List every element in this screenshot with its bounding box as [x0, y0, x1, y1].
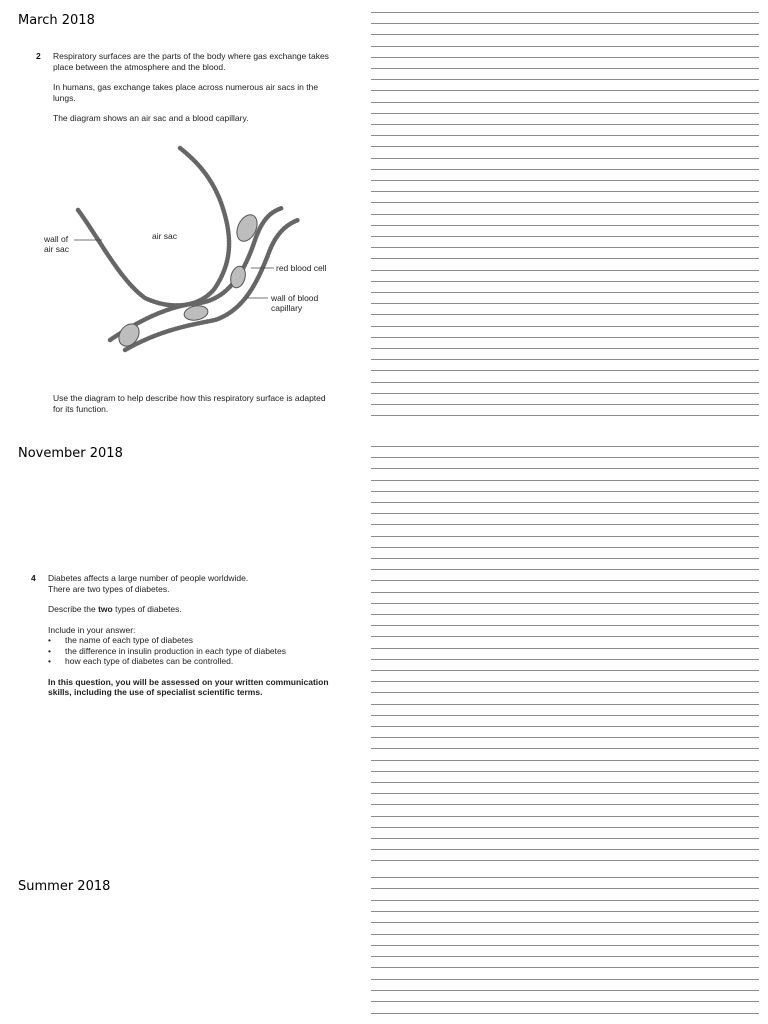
answer-line	[371, 524, 759, 525]
answer-line	[371, 337, 759, 338]
label-wall-of-blood-capillary-1: wall of blood	[271, 293, 319, 303]
answer-line	[371, 502, 759, 503]
answer-line	[371, 681, 759, 682]
question-2-prompt	[53, 393, 353, 414]
answer-line	[371, 113, 759, 114]
answer-line	[371, 258, 759, 259]
answer-line	[371, 359, 759, 360]
answer-line	[371, 967, 759, 968]
answer-line	[371, 956, 759, 957]
answer-line	[371, 202, 759, 203]
answer-line	[371, 90, 759, 91]
answer-line	[371, 146, 759, 147]
q4-bullet-3: • how each type of diabetes can be controlled.	[48, 656, 358, 667]
answer-line	[371, 569, 759, 570]
answer-line	[371, 704, 759, 705]
answer-line	[371, 670, 759, 671]
question-2-text	[53, 51, 353, 124]
answer-line	[371, 180, 759, 181]
answer-line	[371, 900, 759, 901]
answer-line	[371, 124, 759, 125]
q2-line3: The diagram shows an air sac and a blood capillary.	[53, 113, 249, 123]
answer-line	[371, 326, 759, 327]
answer-line	[371, 760, 759, 761]
answer-line	[371, 281, 759, 282]
q2-prompt-b: for its function.	[53, 403, 109, 414]
answer-line	[371, 446, 759, 447]
answer-line	[371, 292, 759, 293]
answer-line	[371, 457, 759, 458]
answer-line	[371, 236, 759, 237]
answer-line	[371, 782, 759, 783]
answer-line	[371, 23, 759, 24]
q4-describe	[48, 604, 358, 615]
answer-line	[371, 849, 759, 850]
answer-line	[371, 816, 759, 817]
q4-describe-post: types of diabetes.	[112, 604, 182, 614]
answer-line	[371, 922, 759, 923]
q4-bullet-1: • the name of each type of diabetes	[48, 635, 358, 646]
q4-include: Include in your answer:	[48, 624, 136, 635]
answer-line	[371, 46, 759, 47]
answer-line	[371, 979, 759, 980]
label-red-blood-cell: red blood cell	[276, 263, 327, 273]
label-air-sac: air sac	[152, 231, 178, 241]
answer-line	[371, 748, 759, 749]
answer-line	[371, 877, 759, 878]
q4-bullet-2: • the difference in insulin production in each type of diabetes	[48, 646, 358, 657]
answer-line	[371, 214, 759, 215]
answer-line	[371, 169, 759, 170]
answer-line	[371, 838, 759, 839]
q4-assess-a: In this question, you will be assessed on your written communication	[48, 676, 329, 687]
label-wall-of-blood-capillary-2: capillary	[271, 303, 303, 313]
answer-line	[371, 558, 759, 559]
answer-line	[371, 860, 759, 861]
q2-prompt-a: Use the diagram to help describe how this respiratory surface is adapted	[53, 393, 326, 403]
answer-line	[371, 68, 759, 69]
answer-lines-summer-2018[interactable]	[371, 870, 759, 1024]
answer-lines-november-2018[interactable]	[371, 440, 759, 860]
answer-line	[371, 57, 759, 58]
answer-line	[371, 1001, 759, 1002]
q4-line2: There are two types of diabetes.	[48, 583, 170, 594]
label-wall-of-air-sac-2: air sac	[44, 244, 70, 254]
q4-describe-pre: Describe the	[48, 604, 99, 614]
q2-line2b: lungs.	[53, 92, 76, 103]
question-number-4: 4	[31, 573, 36, 583]
question-number-2: 2	[36, 51, 41, 61]
answer-line	[371, 491, 759, 492]
answer-line	[371, 480, 759, 481]
answer-line	[371, 911, 759, 912]
answer-line	[371, 827, 759, 828]
answer-line	[371, 158, 759, 159]
answer-line	[371, 614, 759, 615]
answer-line	[371, 404, 759, 405]
question-4-text	[48, 573, 358, 698]
answer-lines-march-2018[interactable]	[371, 0, 759, 430]
answer-line	[371, 737, 759, 738]
answer-line	[371, 415, 759, 416]
answer-line	[371, 247, 759, 248]
answer-line	[371, 804, 759, 805]
q2-line1b: place between the atmosphere and the blood.	[53, 61, 226, 72]
answer-line	[371, 393, 759, 394]
section-title-march-2018: March 2018	[18, 13, 95, 28]
answer-line	[371, 102, 759, 103]
q2-line1a: Respiratory surfaces are the parts of the body where gas exchange takes	[53, 51, 329, 61]
answer-line	[371, 536, 759, 537]
answer-line	[371, 625, 759, 626]
q4-assess-b: skills, including the use of specialist scientific terms.	[48, 687, 263, 697]
answer-line	[371, 945, 759, 946]
answer-line	[371, 468, 759, 469]
answer-line	[371, 79, 759, 80]
answer-line	[371, 547, 759, 548]
answer-line	[371, 34, 759, 35]
answer-line	[371, 314, 759, 315]
answer-line	[371, 888, 759, 889]
air-sac-wall-line	[78, 148, 229, 305]
q4-line1: Diabetes affects a large number of people worldwide.	[48, 573, 249, 583]
answer-line	[371, 513, 759, 514]
q4-bullet-list	[48, 635, 358, 667]
answer-line	[371, 370, 759, 371]
answer-line	[371, 659, 759, 660]
q4-describe-bold: two	[98, 604, 113, 614]
answer-line	[371, 934, 759, 935]
answer-line	[371, 580, 759, 581]
answer-line	[371, 1013, 759, 1014]
answer-line	[371, 135, 759, 136]
answer-line	[371, 348, 759, 349]
answer-line	[371, 12, 759, 13]
capillary-wall-inner	[125, 220, 298, 350]
section-title-summer-2018: Summer 2018	[18, 879, 111, 894]
answer-line	[371, 648, 759, 649]
answer-line	[371, 603, 759, 604]
answer-line	[371, 303, 759, 304]
answer-line	[371, 990, 759, 991]
answer-line	[371, 715, 759, 716]
answer-line	[371, 726, 759, 727]
answer-line	[371, 692, 759, 693]
answer-line	[371, 191, 759, 192]
answer-line	[371, 793, 759, 794]
air-sac-capillary-diagram	[30, 140, 360, 355]
answer-line	[371, 225, 759, 226]
answer-line	[371, 382, 759, 383]
label-wall-of-air-sac-1: wall of	[44, 234, 69, 244]
q2-line2a: In humans, gas exchange takes place across numerous air sacs in the	[53, 82, 319, 92]
answer-line	[371, 636, 759, 637]
section-title-november-2018: November 2018	[18, 446, 123, 461]
answer-line	[371, 592, 759, 593]
answer-line	[371, 270, 759, 271]
answer-line	[371, 771, 759, 772]
